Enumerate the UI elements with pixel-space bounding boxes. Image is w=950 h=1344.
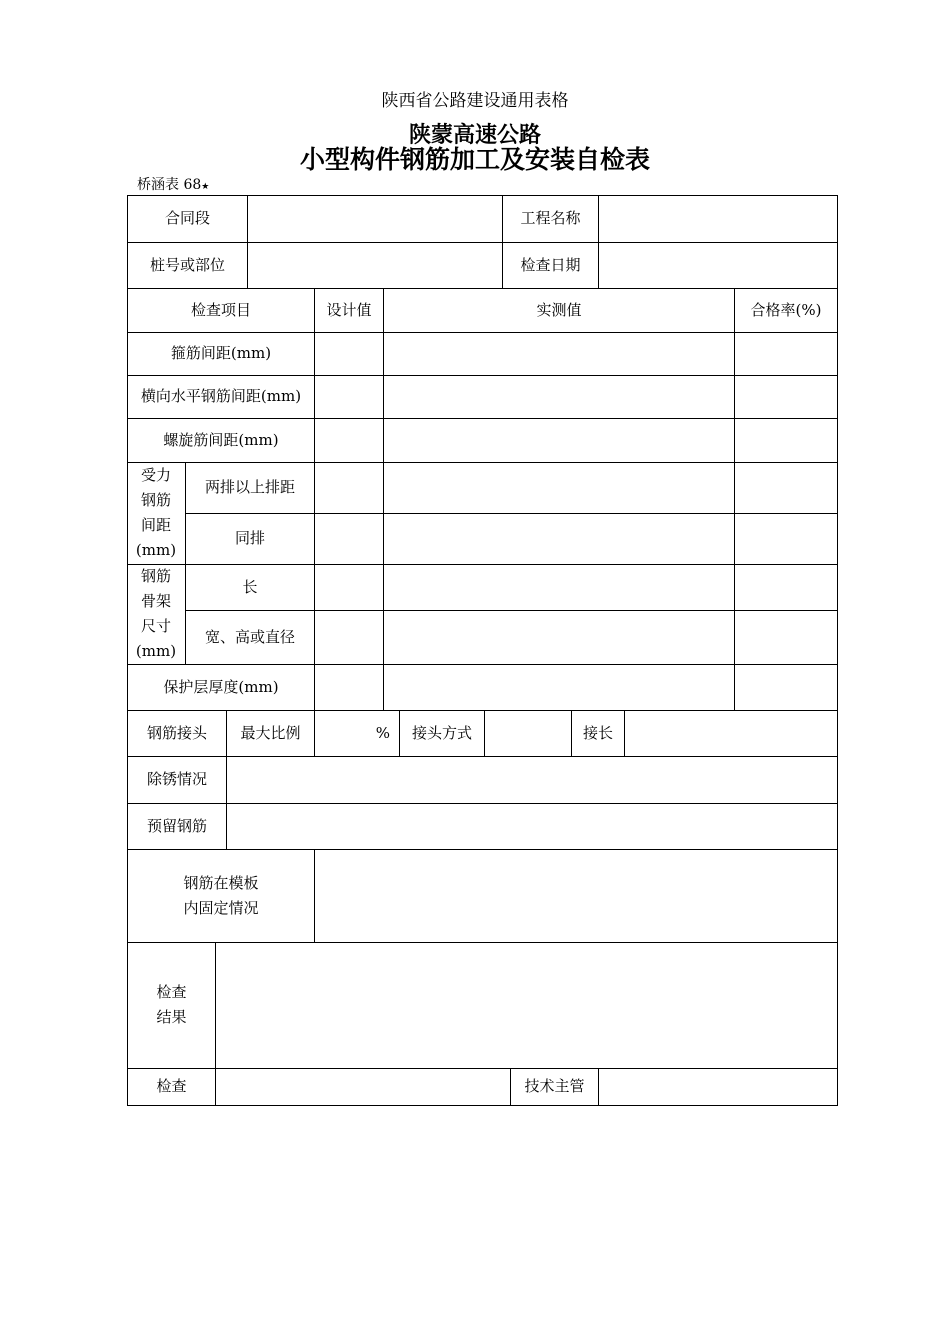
item-transverse-spacing: 横向水平钢筋间距(mm) bbox=[140, 387, 302, 405]
bar-fixing-label: 钢筋在模板 内固定情况 bbox=[183, 873, 259, 917]
project-name-label: 工程名称 bbox=[520, 209, 581, 227]
item-cage-group: 钢筋 骨架 尺寸 (mm) bbox=[135, 567, 177, 660]
station-field[interactable] bbox=[248, 243, 502, 288]
inspector-signature-field[interactable] bbox=[216, 1069, 510, 1105]
item-length: 长 bbox=[242, 577, 258, 596]
item-two-rows: 两排以上排距 bbox=[204, 478, 295, 496]
joint-lap-length-field[interactable] bbox=[625, 711, 837, 756]
joint-method-field[interactable] bbox=[485, 711, 571, 756]
station-label: 桩号或部位 bbox=[149, 255, 225, 274]
item-stirrup-spacing: 箍筋间距(mm) bbox=[170, 344, 272, 362]
project-name-field[interactable] bbox=[599, 196, 837, 242]
col-line bbox=[383, 288, 384, 710]
supervisor-signature-field[interactable] bbox=[599, 1069, 837, 1105]
joint-max-ratio-label: 最大比例 bbox=[240, 723, 301, 742]
inspection-result-field[interactable] bbox=[216, 943, 837, 1068]
form-title: 小型构件钢筋加工及安装自检表 bbox=[299, 145, 650, 174]
item-width-height: 宽、高或直径 bbox=[204, 627, 295, 646]
inspection-date-field[interactable] bbox=[599, 243, 837, 288]
item-same-row: 同排 bbox=[234, 529, 265, 547]
form-caption: 陕西省公路建设通用表格 bbox=[381, 91, 569, 111]
inspection-date-label: 检查日期 bbox=[520, 255, 581, 274]
col-header-item: 检查项目 bbox=[190, 300, 251, 319]
joint-label: 钢筋接头 bbox=[146, 723, 207, 742]
reserved-bars-label: 预留钢筋 bbox=[146, 816, 207, 835]
joint-method-label: 接头方式 bbox=[411, 723, 472, 742]
bar-fixing-field[interactable] bbox=[315, 850, 837, 942]
form-code bbox=[137, 174, 209, 194]
item-spiral-spacing: 螺旋筋间距(mm) bbox=[163, 430, 279, 449]
col-header-measured: 实测值 bbox=[536, 300, 582, 319]
reserved-bars-field[interactable] bbox=[227, 804, 837, 849]
item-main-bar-group: 受力 钢筋 间距 (mm) bbox=[135, 466, 177, 559]
item-cover: 保护层厚度(mm) bbox=[163, 677, 279, 696]
supervisor-label: 技术主管 bbox=[524, 1077, 585, 1095]
col-line bbox=[734, 288, 735, 710]
joint-ratio-percent[interactable]: % bbox=[375, 723, 390, 742]
star-mark: ★ bbox=[201, 182, 210, 192]
col-header-design: 设计值 bbox=[326, 300, 372, 319]
contract-section-field[interactable] bbox=[248, 196, 502, 242]
col-header-pass-rate: 合格率(%) bbox=[750, 300, 822, 319]
inspection-result-label: 检查 结果 bbox=[156, 983, 187, 1026]
rust-removal-label: 除锈情况 bbox=[146, 770, 207, 788]
rust-removal-field[interactable] bbox=[227, 757, 837, 803]
inspector-label: 检查 bbox=[156, 1077, 187, 1095]
form-code-text: 桥涵表 68 bbox=[137, 177, 202, 193]
contract-section-label: 合同段 bbox=[164, 209, 210, 227]
table-border-bottom bbox=[127, 1105, 838, 1106]
project-title: 陕蒙高速公路 bbox=[408, 123, 541, 148]
joint-lap-length-label: 接长 bbox=[582, 723, 613, 742]
